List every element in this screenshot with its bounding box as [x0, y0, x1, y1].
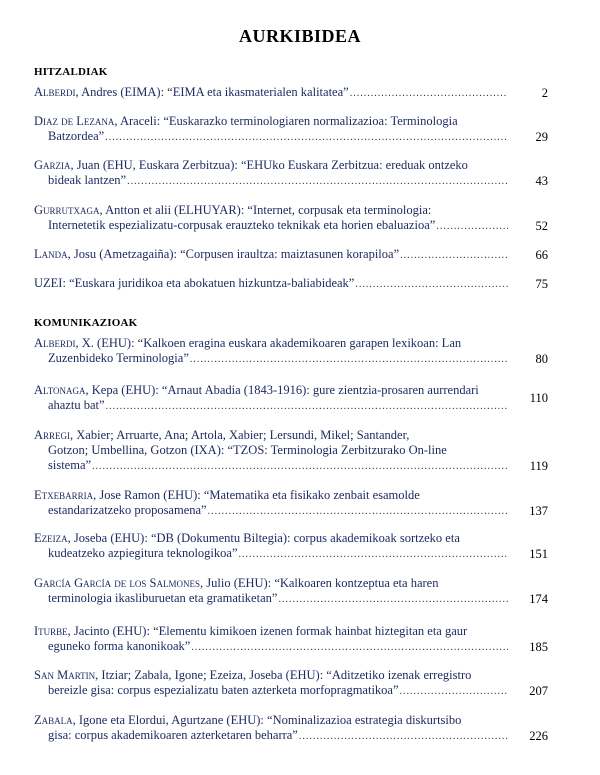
dot-leader [208, 504, 508, 519]
entry-author: Diaz de Lezana [34, 114, 115, 128]
entry-page-number: 2 [541, 86, 548, 100]
entry-author: San Martin [34, 668, 96, 682]
entry-title: , Juan (EHU, Euskara Zerbitzua): “EHUko Euskara Zerbitzua: ereduak ontzeko [70, 158, 468, 172]
entry-author: Landa [34, 247, 68, 261]
entry-title-cont: gisa: corpus akademikoaren azterketaren beharra” [48, 728, 298, 742]
entry-author: Gurrutxaga [34, 203, 100, 217]
entry-title-cont: eguneko forma kanonikoak” [48, 639, 191, 653]
entry-page-number: 110 [529, 391, 548, 405]
dot-leader [127, 174, 508, 189]
entry-page-number: 52 [535, 219, 548, 233]
dot-leader [355, 277, 508, 292]
entry-page-number: 174 [529, 592, 548, 606]
entry-title-cont: bereizle gisa: corpus espezializatu baten azterketa morfopragmatikoa” [48, 683, 399, 697]
toc-entry[interactable] [34, 203, 548, 234]
entry-page-number: 207 [529, 684, 548, 698]
entry-title-cont: Zuzenbideko Terminologia” [48, 351, 189, 365]
entry-title: , Igone eta Elordui, Agurtzane (EHU): “Nominalizazioa estrategia diskurtsibo [72, 713, 462, 727]
entry-title-cont: terminologia ikasliburuetan eta gramatiketan” [48, 591, 278, 605]
entry-title: , Joseba (EHU): “DB (Dokumentu Biltegia): corpus akademikoak sortzeko eta [67, 531, 460, 545]
entry-title: , Xabier; Arruarte, Ana; Artola, Xabier; Lersundi, Mikel; Santander, [70, 428, 410, 442]
dot-leader [278, 592, 508, 607]
entry-page-number: 43 [535, 174, 548, 188]
dot-leader [105, 130, 508, 145]
dot-leader [400, 248, 508, 263]
toc-entry[interactable] [34, 576, 548, 607]
toc-entry[interactable] [34, 668, 548, 699]
entry-author: Zabala [34, 713, 73, 727]
entry-author: Alberdi [34, 336, 76, 350]
toc-entry[interactable] [34, 158, 548, 189]
entry-author: Iturbe [34, 624, 68, 638]
entry-author: Ezeiza [34, 531, 68, 545]
entry-author: Arregi [34, 428, 71, 442]
toc-entry[interactable] [34, 114, 548, 145]
entry-author: UZEI [34, 276, 63, 290]
dot-leader [106, 399, 508, 414]
entry-title: , Araceli: “Euskarazko terminologiaren normalizazioa: Terminologia [114, 114, 458, 128]
entry-page-number: 80 [535, 352, 548, 366]
toc-entry[interactable] [34, 247, 548, 263]
section-heading-hitzaldiak: HITZALDIAK [34, 66, 108, 78]
entry-page-number: 226 [529, 729, 548, 743]
entry-title-cont: bideak lantzen” [48, 173, 127, 187]
entry-author: Etxebarria [34, 488, 94, 502]
toc-entry[interactable] [34, 531, 548, 562]
dot-leader [92, 459, 508, 474]
entry-title: , Josu (Ametzagaiña): “Corpusen iraultza: maiztasunen korapiloa” [67, 247, 400, 261]
toc-entry[interactable] [34, 276, 548, 292]
entry-title-cont: sistema” [48, 458, 92, 472]
dot-leader [299, 729, 508, 744]
dot-leader [191, 640, 508, 655]
entry-title: : “Euskara juridikoa eta abokatuen hizkuntza-baliabideak” [62, 276, 355, 290]
entry-title-cont: kudeatzeko azpiegitura teknologikoa” [48, 546, 238, 560]
entry-title-cont: Internetetik espezializatu-corpusak erauzteko teknikak eta horien ebaluazioa” [48, 218, 436, 232]
entry-title: , Jacinto (EHU): “Elementu kimikoen izenen formak hainbat hiztegitan eta gaur [67, 624, 468, 638]
entry-author: Garzia [34, 158, 71, 172]
entry-title-cont: Batzordea” [48, 129, 105, 143]
dot-leader [239, 547, 508, 562]
toc-entry[interactable] [34, 713, 548, 744]
entry-title: , Itziar; Zabala, Igone; Ezeiza, Joseba (EHU): “Aditzetiko izenak erregistro [95, 668, 472, 682]
toc-entry[interactable] [34, 383, 548, 414]
entry-page-number: 151 [529, 547, 548, 561]
entry-author: Alberdi [34, 85, 76, 99]
entry-title: , Andres (EIMA): “EIMA eta ikasmaterialen kalitatea” [75, 85, 349, 99]
entry-title: , Julio (EHU): “Kalkoaren kontzeptua eta haren [200, 576, 439, 590]
entry-page-number: 137 [529, 504, 548, 518]
dot-leader [436, 219, 508, 234]
entry-title: , Antton et alii (ELHUYAR): “Internet, corpusak eta terminologia: [99, 203, 432, 217]
entry-page-number: 29 [535, 130, 548, 144]
entry-page-number: 66 [535, 248, 548, 262]
entry-author: Altonaga [34, 383, 86, 397]
section-heading-komunikazioak: KOMUNIKAZIOAK [34, 317, 138, 329]
dot-leader [400, 684, 508, 699]
entry-title-cont: estandarizatzeko proposamena” [48, 503, 207, 517]
entry-title-cont: ahaztu bat” [48, 398, 105, 412]
toc-entry[interactable] [34, 336, 548, 367]
dot-leader [350, 86, 508, 101]
toc-entry[interactable] [34, 428, 548, 474]
toc-entry[interactable] [34, 85, 548, 101]
entry-title: , X. (EHU): “Kalkoen eragina euskara akademikoaren garapen lexikoan: Lan [75, 336, 462, 350]
entry-title: , Kepa (EHU): “Arnaut Abadia (1843-1916): gure zientzia-prosaren aurrendari [85, 383, 479, 397]
page-title: AURKIBIDEA [238, 26, 362, 46]
entry-author: García García de los Salmones [34, 576, 201, 590]
entry-title-cont: Gotzon; Umbellina, Gotzon (IXA): “TZOS: Terminologia Zerbitzurako On-line [48, 443, 447, 457]
entry-page-number: 119 [529, 459, 548, 473]
toc-entry[interactable] [34, 624, 548, 655]
toc-entry[interactable] [34, 488, 548, 519]
entry-page-number: 75 [535, 277, 548, 291]
dot-leader [190, 352, 508, 367]
entry-page-number: 185 [529, 640, 548, 654]
entry-title: , Jose Ramon (EHU): “Matematika eta fisikako zenbait esamolde [93, 488, 420, 502]
